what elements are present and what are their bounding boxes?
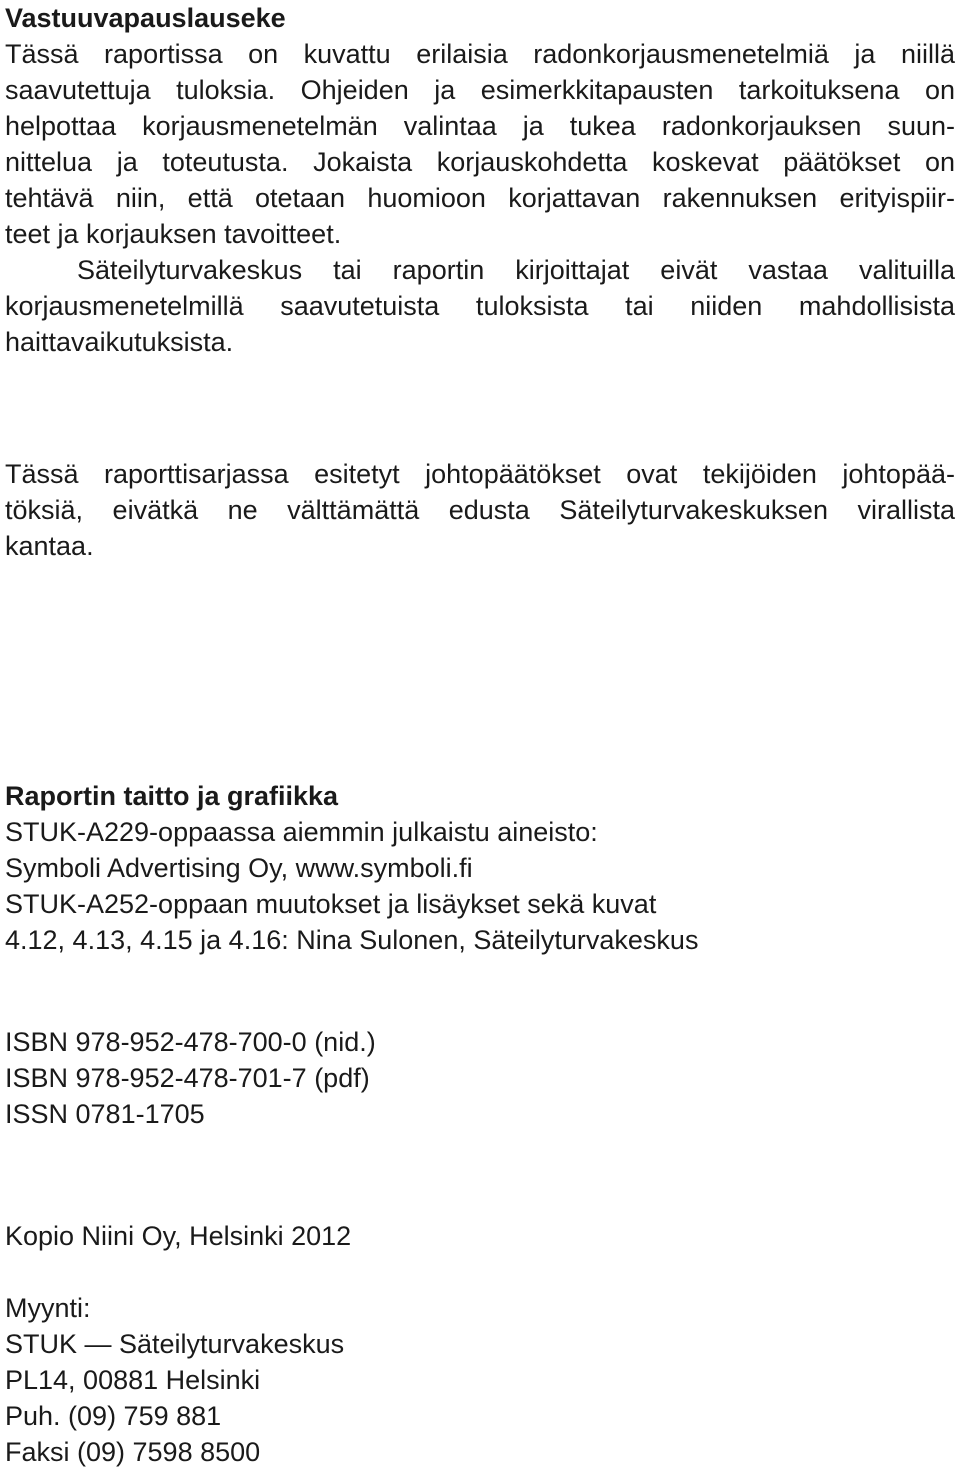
credit-line: STUK-A229-oppaassa aiemmin julkaistu aineisto:	[5, 817, 598, 847]
sales-label: Myynti:	[5, 1293, 91, 1323]
layout-credits-title: Raportin taitto ja grafiikka	[5, 781, 339, 811]
disclaimer-title: Vastuuvapauslauseke	[5, 3, 286, 33]
text-line: teet ja korjauksen tavoitteet.	[5, 219, 342, 249]
series-note-section	[5, 456, 955, 564]
credit-line: STUK-A252-oppaan muutokset ja lisäykset sekä kuvat	[5, 889, 657, 919]
series-note-paragraph	[5, 456, 955, 564]
issn: ISSN 0781-1705	[5, 1099, 205, 1129]
text-line: haittavaikutuksista.	[5, 327, 234, 357]
sales-address: PL14, 00881 Helsinki	[5, 1365, 261, 1395]
disclaimer-section	[5, 0, 955, 360]
sales-fax: Faksi (09) 7598 8500	[5, 1437, 261, 1467]
text-line: nittelua ja toteutusta. Jokaista korjauskohdetta koskevat päätökset on	[5, 147, 955, 177]
text-line: korjausmenetelmillä saavutetuista tuloksista tai niiden mahdollisista	[5, 291, 955, 321]
sales-org: STUK — Säteilyturvakeskus	[5, 1329, 345, 1359]
disclaimer-paragraph-1	[5, 36, 955, 252]
sales-section	[5, 1290, 955, 1470]
text-line: Tässä raporttisarjassa esitetyt johtopäätökset ovat tekijöiden johtopää-	[5, 459, 955, 489]
layout-credits-section	[5, 778, 955, 958]
sales-phone: Puh. (09) 759 881	[5, 1401, 222, 1431]
text-line: saavutettuja tuloksia. Ohjeiden ja esimerkkitapausten tarkoituksena on	[5, 75, 955, 105]
text-line: Säteilyturvakeskus tai raportin kirjoittajat eivät vastaa valituilla	[77, 255, 955, 285]
text-line: tehtävä niin, että otetaan huomioon korjattavan rakennuksen erityispiir-	[5, 183, 955, 213]
text-line: Tässä raportissa on kuvattu erilaisia radonkorjausmenetelmiä ja niillä	[5, 39, 955, 69]
isbn-print: ISBN 978-952-478-700-0 (nid.)	[5, 1027, 376, 1057]
text-line: helpottaa korjausmenetelmän valintaa ja tukea radonkorjauksen suun-	[5, 111, 955, 141]
printer-line: Kopio Niini Oy, Helsinki 2012	[5, 1221, 352, 1251]
printer-section	[5, 1218, 955, 1254]
identifiers-section	[5, 1024, 955, 1132]
isbn-pdf: ISBN 978-952-478-701-7 (pdf)	[5, 1063, 370, 1093]
disclaimer-paragraph-2	[5, 252, 955, 360]
credit-line: Symboli Advertising Oy, www.symboli.fi	[5, 853, 473, 883]
text-line: töksiä, eivätkä ne välttämättä edusta Säteilyturvakeskuksen virallista	[5, 495, 955, 525]
text-line: kantaa.	[5, 531, 94, 561]
credit-line: 4.12, 4.13, 4.15 ja 4.16: Nina Sulonen, Säteilyturvakeskus	[5, 925, 699, 955]
